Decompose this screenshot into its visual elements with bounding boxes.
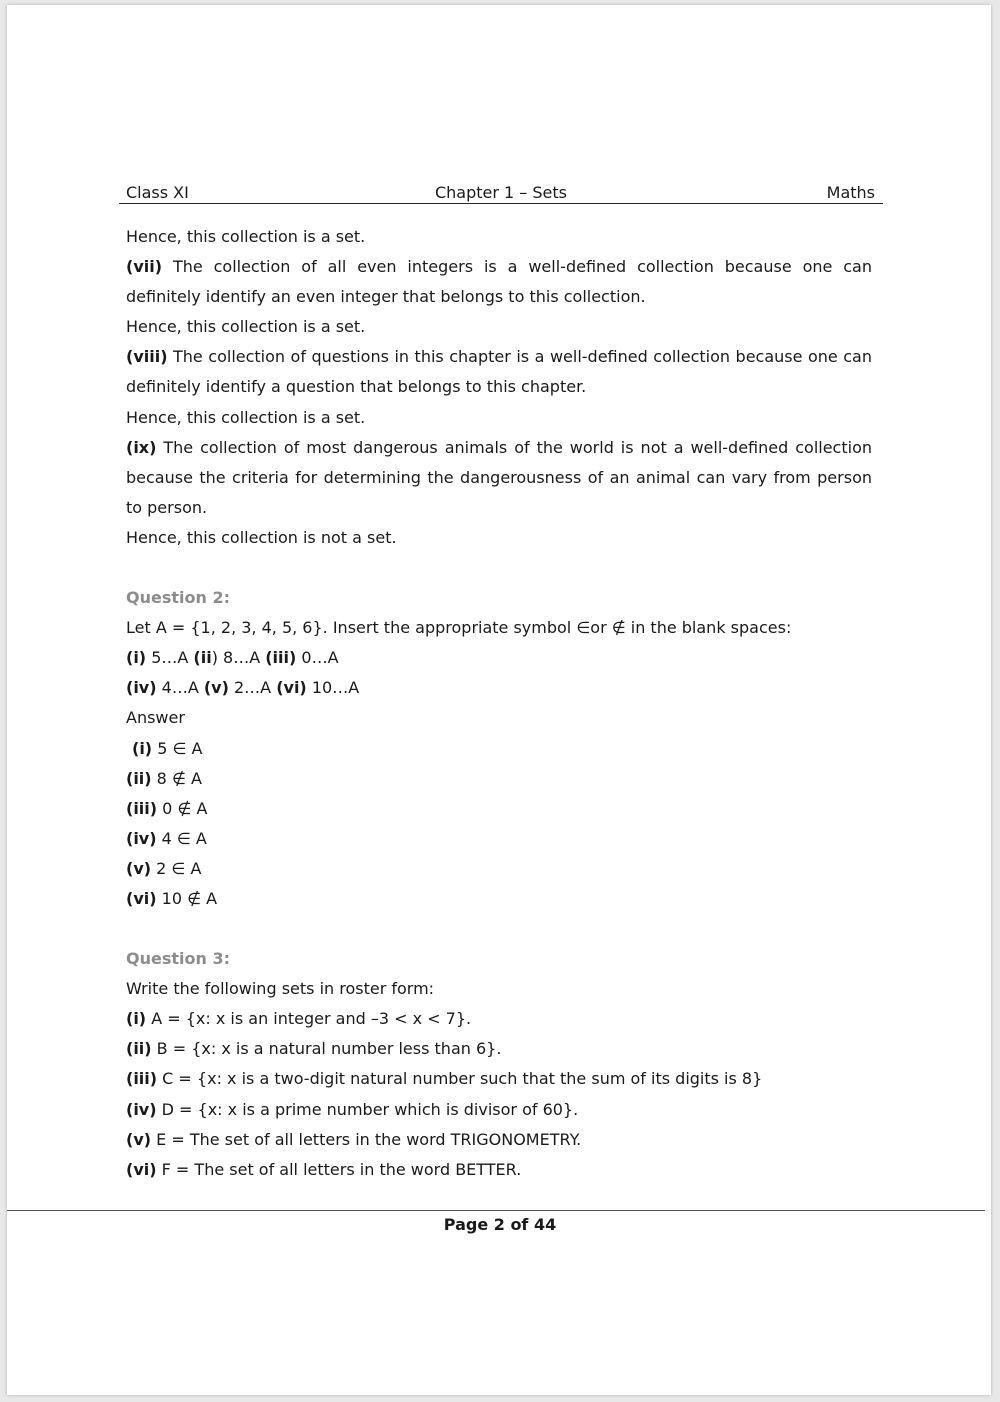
answer-label: Answer <box>126 708 185 728</box>
answer-item <box>126 884 872 914</box>
item-label: (v) <box>203 678 229 698</box>
item-label: (i) <box>132 738 153 758</box>
answer-vii <box>126 252 872 312</box>
item-text: 2 ∈ A <box>151 858 202 878</box>
item-label: (vi) <box>276 678 307 698</box>
item-label: (i) <box>126 1009 147 1029</box>
question-2-prompt: Let A = {1, 2, 3, 4, 5, 6}. Insert the appropriate symbol ∈or ∉ in the blank spaces: <box>126 618 792 638</box>
item-text: E = The set of all letters in the word TRIGONOMETRY. <box>151 1129 582 1149</box>
item-text: The collection of all even integers is a well-defined collection because one can definitely identify an even integer that belongs to this collection. <box>126 257 872 307</box>
answer-item <box>126 854 872 884</box>
page-number: Page 2 of 44 <box>443 1215 557 1234</box>
question-2-parts-line-2 <box>126 673 872 703</box>
footer-divider <box>7 1210 985 1211</box>
answer-item <box>126 734 872 764</box>
item-label: (i) <box>126 648 147 668</box>
item-label: (iii) <box>126 1069 158 1089</box>
spacer <box>126 914 872 944</box>
item-text: 8 ∉ A <box>151 768 202 788</box>
item-label: (vi) <box>126 1159 157 1179</box>
item-text: C = {x: x is a two-digit natural number such that the sum of its digits is 8} <box>157 1069 763 1089</box>
item-label: (vi) <box>126 888 157 908</box>
item-text: D = {x: x is a prime number which is divisor of 60}. <box>156 1099 579 1119</box>
answer-item <box>126 764 872 794</box>
item-label: (iv) <box>126 678 157 698</box>
item-text: B = {x: x is a natural number less than 6}. <box>151 1039 502 1059</box>
item-label: (v) <box>126 1129 152 1149</box>
question-3-prompt: Write the following sets in roster form: <box>126 979 435 999</box>
answer-item <box>126 794 872 824</box>
answer-ix <box>126 433 872 523</box>
item-label: (ix) <box>126 437 157 457</box>
item-label: (ii) <box>126 768 152 788</box>
question-2-parts-line-1 <box>126 643 872 673</box>
item-label: (ii <box>193 648 212 668</box>
conclusion-text: Hence, this collection is a set. <box>126 227 366 246</box>
conclusion-text: Hence, this collection is a set. <box>126 407 366 427</box>
answer-item <box>126 824 872 854</box>
item-label: (viii) <box>126 347 168 367</box>
header-class: Class XI <box>126 183 189 202</box>
answer-viii <box>126 342 872 402</box>
question-3-title: Question 3: <box>126 949 230 969</box>
item-text: The collection of questions in this chapter is a well-defined collection because one can definitely identify a question that belongs to this chapter. <box>126 347 872 397</box>
item-text: 0…A <box>296 648 339 668</box>
question-item <box>126 1064 872 1094</box>
item-label: (v) <box>126 858 152 878</box>
question-item <box>126 1095 872 1125</box>
header-chapter: Chapter 1 – Sets <box>434 183 567 202</box>
item-label: (iii) <box>265 648 297 668</box>
item-label: (vii) <box>126 257 163 277</box>
item-label: (iii) <box>126 798 158 818</box>
page-content <box>126 222 872 1185</box>
item-text: ) 8…A <box>211 648 266 668</box>
conclusion-text: Hence, this collection is not a set. <box>126 527 397 547</box>
item-text: The collection of most dangerous animals of the world is not a well-defined collection because the criteria for determining the dangerousness of an animal can vary from person to person. <box>126 437 872 517</box>
item-text: 0 ∉ A <box>157 798 208 818</box>
item-text: 4 ∈ A <box>156 828 207 848</box>
question-2-title: Question 2: <box>126 588 230 608</box>
item-label: (iv) <box>126 1099 157 1119</box>
page-header <box>119 181 883 204</box>
item-text: F = The set of all letters in the word BETTER. <box>156 1159 522 1179</box>
header-subject: Maths <box>826 183 875 202</box>
question-item <box>126 1155 872 1185</box>
item-text: 4…A <box>156 678 204 698</box>
item-text: A = {x: x is an integer and –3 < x < 7}. <box>146 1009 472 1029</box>
conclusion-text: Hence, this collection is a set. <box>126 317 366 337</box>
question-item <box>126 1034 872 1064</box>
item-text: 2…A <box>228 678 277 698</box>
item-text: 10…A <box>306 678 360 698</box>
item-text: 10 ∉ A <box>156 888 218 908</box>
question-item <box>126 1004 872 1034</box>
item-label: (ii) <box>126 1039 152 1059</box>
question-item <box>126 1125 872 1155</box>
item-text: 5 ∈ A <box>152 738 203 758</box>
item-label: (iv) <box>126 828 157 848</box>
spacer <box>126 553 872 583</box>
item-text: 5…A <box>146 648 194 668</box>
